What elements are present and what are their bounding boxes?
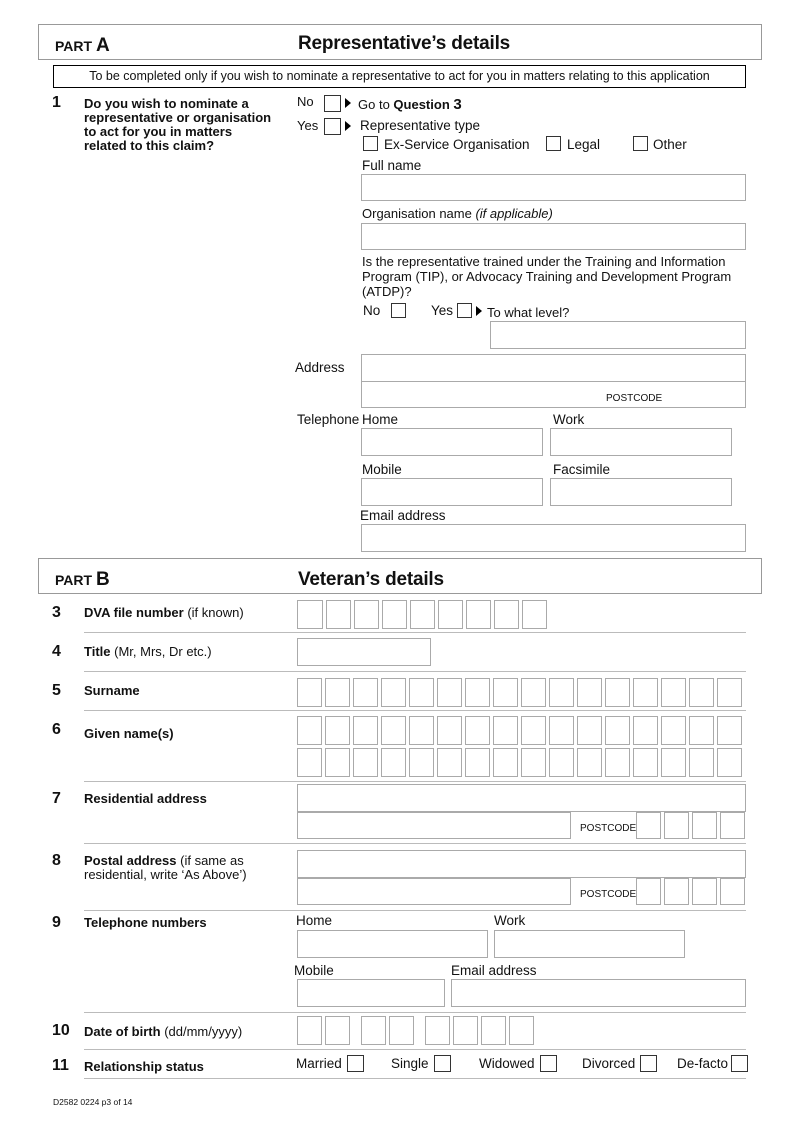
rep-type-legal-label: Legal <box>567 137 601 152</box>
q1-number: 1 <box>52 94 61 111</box>
q7-number: 7 <box>52 790 61 807</box>
residential-address-line1[interactable] <box>297 784 746 812</box>
surname-boxes[interactable] <box>297 678 745 707</box>
part-b-title: Veteran’s details <box>298 569 444 590</box>
rep-home-label: Home <box>362 412 399 427</box>
rep-type-other-checkbox[interactable] <box>633 136 648 151</box>
q1-label: Do you wish to nominate a representative or organisation to act for you in matters related to this claim? <box>84 96 272 153</box>
divider <box>84 781 746 782</box>
status-widowed-checkbox[interactable] <box>540 1055 557 1072</box>
arrow-right-icon <box>345 121 351 131</box>
part-a-title: Representative’s details <box>298 33 511 54</box>
q4-label: Title (Mr, Mrs, Dr etc.) <box>84 644 212 659</box>
part-a-header <box>38 24 762 60</box>
q3-label: DVA file number (if known) <box>84 605 244 620</box>
given-names-boxes-row2[interactable] <box>297 748 745 777</box>
q1-yes-label: Yes <box>297 118 319 133</box>
veteran-email-field[interactable] <box>451 979 746 1007</box>
divider <box>84 1078 746 1079</box>
rep-fax-field[interactable] <box>550 478 732 506</box>
postal-address-line1[interactable] <box>297 850 746 878</box>
arrow-right-icon <box>345 98 351 108</box>
rep-type-legal-checkbox[interactable] <box>546 136 561 151</box>
veteran-home-phone-field[interactable] <box>297 930 488 958</box>
postal-address-line2[interactable] <box>297 878 571 905</box>
q11-label: Relationship status <box>84 1059 204 1074</box>
title-field[interactable] <box>297 638 431 666</box>
tip-no-checkbox[interactable] <box>391 303 406 318</box>
rep-email-field[interactable] <box>361 524 746 552</box>
q8-label: Postal address (if same as residential, write ‘As Above’) <box>84 853 247 882</box>
status-married-checkbox[interactable] <box>347 1055 364 1072</box>
q4-number: 4 <box>52 643 61 660</box>
tip-yes-label: Yes <box>431 303 454 318</box>
status-divorced-label: Divorced <box>582 1056 636 1071</box>
veteran-work-phone-field[interactable] <box>494 930 685 958</box>
rep-type-label: Representative type <box>360 118 481 133</box>
telephone-label: Telephone <box>297 412 360 427</box>
dva-file-number-boxes[interactable] <box>297 600 550 629</box>
part-a-intro: To be completed only if you wish to nominate a representative to act for you in matters relating to this application <box>53 65 746 88</box>
rep-work-label: Work <box>553 412 585 427</box>
tip-level-field[interactable] <box>490 321 746 349</box>
full-name-label: Full name <box>362 158 422 173</box>
status-widowed-label: Widowed <box>479 1056 535 1071</box>
status-defacto-label: De-facto <box>677 1056 729 1071</box>
veteran-home-label: Home <box>296 913 333 928</box>
status-defacto-checkbox[interactable] <box>731 1055 748 1072</box>
tip-question: Is the representative trained under the Training and Information Program (TIP), or Advocacy Training and Development Program (ATDP)? <box>362 254 732 299</box>
residential-postcode-label: POSTCODE <box>580 823 637 834</box>
divider <box>84 1012 746 1013</box>
q5-number: 5 <box>52 682 61 699</box>
q9-label: Telephone numbers <box>84 915 207 930</box>
status-divorced-checkbox[interactable] <box>640 1055 657 1072</box>
rep-postcode-label: POSTCODE <box>606 393 663 404</box>
q3-number: 3 <box>52 604 61 621</box>
q8-number: 8 <box>52 852 61 869</box>
veteran-mobile-label: Mobile <box>294 963 334 978</box>
q11-number: 11 <box>52 1057 69 1074</box>
full-name-field[interactable] <box>361 174 746 201</box>
q5-label: Surname <box>84 683 140 698</box>
divider <box>84 910 746 911</box>
rep-work-phone-field[interactable] <box>550 428 732 456</box>
veteran-email-label: Email address <box>451 963 537 978</box>
org-name-field[interactable] <box>361 223 746 250</box>
dob-month-boxes[interactable] <box>361 1016 417 1045</box>
org-name-label: Organisation name (if applicable) <box>362 206 553 221</box>
given-names-boxes-row1[interactable] <box>297 716 745 745</box>
rep-type-other-label: Other <box>653 137 687 152</box>
divider <box>84 710 746 711</box>
dob-year-boxes[interactable] <box>425 1016 537 1045</box>
residential-postcode-boxes[interactable] <box>636 812 748 839</box>
divider <box>84 1049 746 1050</box>
part-b-label: PART B <box>55 569 110 590</box>
rep-type-ex-service-checkbox[interactable] <box>363 136 378 151</box>
q10-number: 10 <box>52 1022 70 1039</box>
postal-postcode-label: POSTCODE <box>580 889 637 900</box>
address-label: Address <box>295 360 345 375</box>
q9-number: 9 <box>52 914 61 931</box>
veteran-mobile-field[interactable] <box>297 979 445 1007</box>
q10-label: Date of birth (dd/mm/yyyy) <box>84 1024 243 1039</box>
rep-fax-label: Facsimile <box>553 462 611 477</box>
q6-label: Given name(s) <box>84 726 174 741</box>
q1-goto: Go to Question 3 <box>358 96 462 113</box>
part-a-label: PART A <box>55 35 110 56</box>
divider <box>84 843 746 844</box>
divider <box>84 671 746 672</box>
part-b-header <box>38 558 762 594</box>
arrow-right-icon <box>476 306 482 316</box>
veteran-work-label: Work <box>494 913 526 928</box>
dob-day-boxes[interactable] <box>297 1016 353 1045</box>
rep-address-line1[interactable] <box>361 354 746 382</box>
residential-address-line2[interactable] <box>297 812 571 839</box>
postal-postcode-boxes[interactable] <box>636 878 748 905</box>
status-single-label: Single <box>391 1056 429 1071</box>
rep-address-line2[interactable] <box>361 381 746 408</box>
tip-no-label: No <box>363 303 381 318</box>
status-single-checkbox[interactable] <box>434 1055 451 1072</box>
status-married-label: Married <box>296 1056 342 1071</box>
tip-yes-checkbox[interactable] <box>457 303 472 318</box>
divider <box>84 632 746 633</box>
q6-number: 6 <box>52 721 61 738</box>
rep-mobile-label: Mobile <box>362 462 402 477</box>
q1-yes-checkbox[interactable] <box>324 118 341 135</box>
q1-no-checkbox[interactable] <box>324 95 341 112</box>
q7-label: Residential address <box>84 791 207 806</box>
rep-type-ex-service-label: Ex-Service Organisation <box>384 137 530 152</box>
q1-no-label: No <box>297 94 314 109</box>
footer-code: D2582 0224 p3 of 14 <box>53 1097 133 1107</box>
rep-home-phone-field[interactable] <box>361 428 543 456</box>
rep-email-label: Email address <box>360 508 446 523</box>
tip-level-label: To what level? <box>487 305 570 320</box>
rep-mobile-field[interactable] <box>361 478 543 506</box>
